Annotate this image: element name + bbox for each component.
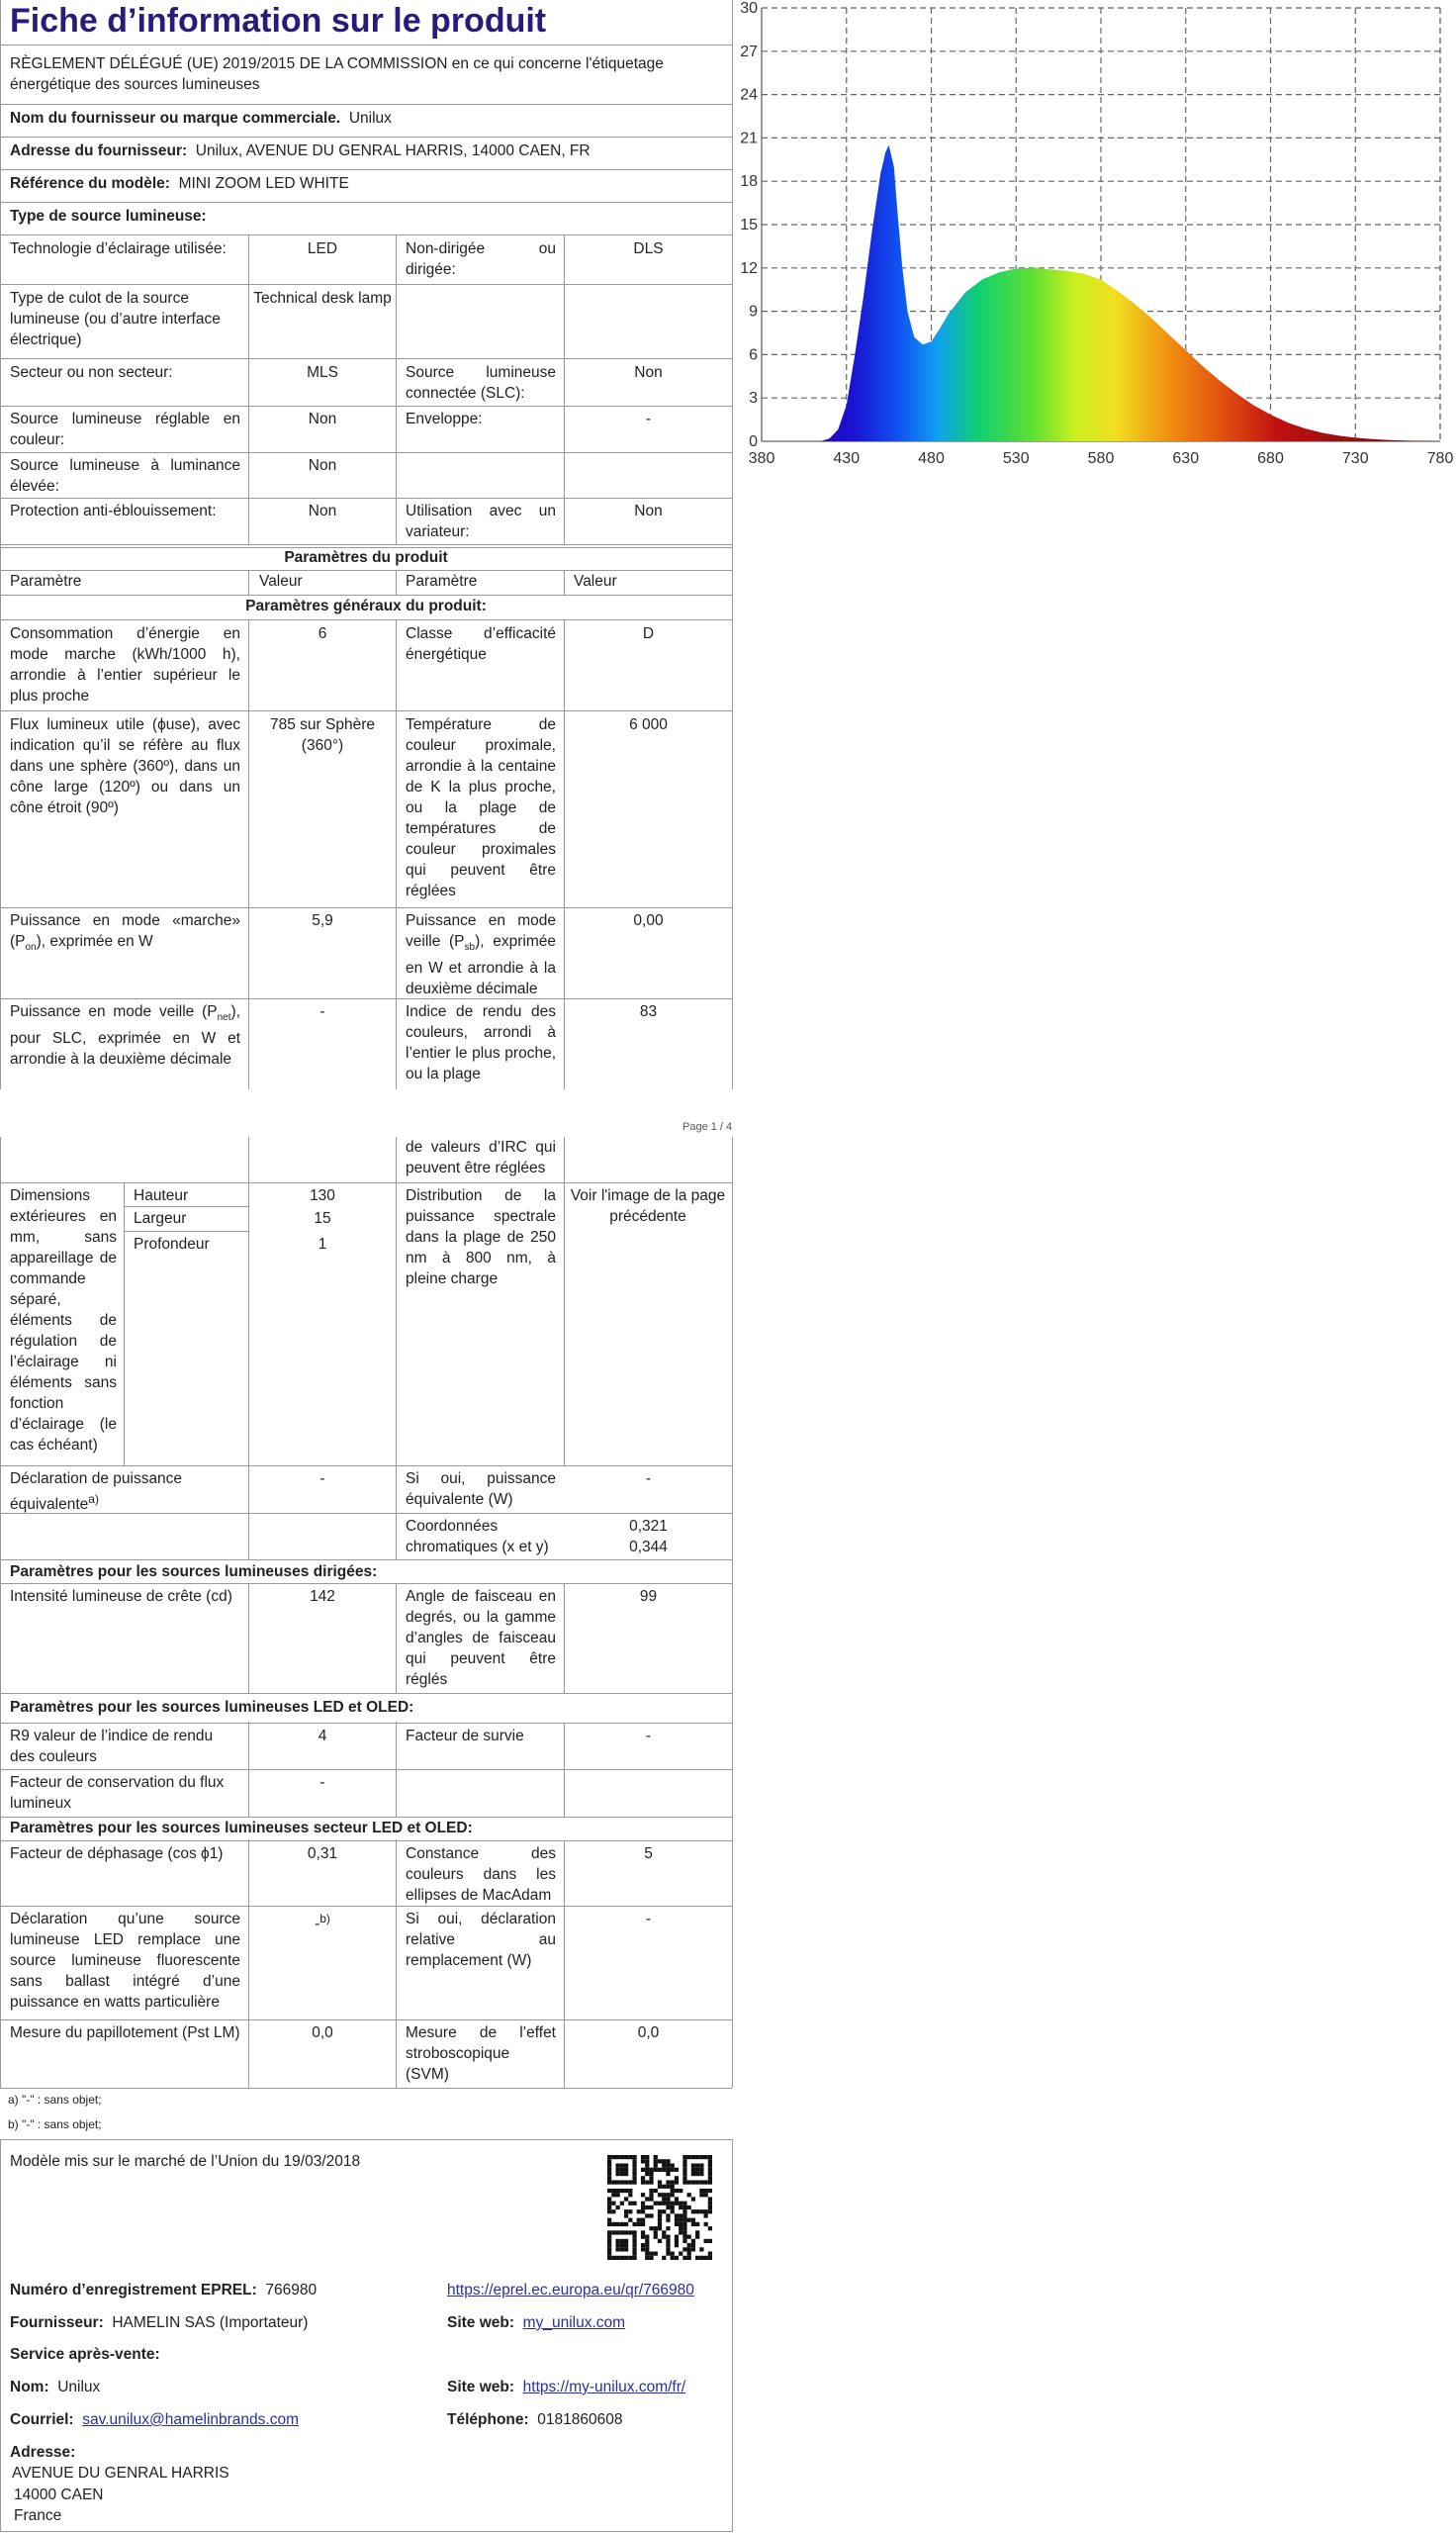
type-heading: Type de source lumineuse:	[10, 208, 207, 225]
beam-angle-label: Angle de faisceau en degrés, ou la gamme d’angles de faisceau qui peuvent être réglés	[406, 1588, 556, 1688]
efficiency-class-value: D	[642, 625, 655, 642]
website-link[interactable]: my_unilux.com	[522, 2314, 626, 2331]
type-colour-label: Source lumineuse réglable en couleur:	[10, 411, 240, 448]
net-standby-label: Puissance en mode veille $(P_{net})$, pour SLC, exprimée en W et arrondie à la deuxième décimale	[10, 1003, 240, 1069]
equiv-value: -	[319, 1470, 325, 1487]
y-tick-label: 30	[740, 0, 758, 17]
replace-footnote-mark: b)	[319, 1912, 330, 1925]
website-row	[447, 2312, 625, 2333]
supplier-label: Nom du fournisseur ou marque commerciale.	[10, 110, 341, 127]
params-heading: Paramètres du produit	[284, 549, 448, 566]
survival-label: Facteur de survie	[406, 1728, 524, 1744]
maintenance-value: -	[319, 1774, 325, 1791]
width-label: Largeur	[134, 1210, 187, 1227]
height-value: 130	[310, 1187, 335, 1204]
mains-led-heading: Paramètres pour les sources lumineuses secteur LED et OLED:	[10, 1820, 473, 1836]
type-cap-value: Technical desk lamp	[253, 290, 392, 307]
y-tick-label: 24	[740, 86, 758, 104]
spectrum-chart-svg	[732, 0, 1456, 475]
service-name-value: Unilux	[57, 2379, 101, 2395]
type-mains-label: Secteur ou non secteur:	[10, 364, 173, 381]
qr-code[interactable]	[607, 2155, 712, 2260]
after-sales-heading: Service après-vente:	[10, 2346, 160, 2363]
type-clc-value: Non	[634, 364, 663, 381]
address-line-3: France	[14, 2507, 62, 2524]
type-dimmer-value: Non	[634, 503, 663, 519]
equiv-w-value: -	[645, 1470, 652, 1487]
col-value-1: Valeur	[259, 573, 303, 590]
maintenance-label: Facteur de conservation du flux lumineux	[10, 1774, 225, 1812]
depth-value: 1	[318, 1236, 327, 1253]
spd-value: Voir l'image de la page précédente	[570, 1187, 726, 1225]
cri-label-cont: de valeurs d’IRC qui peuvent être réglées	[406, 1139, 556, 1176]
replace-label: Déclaration qu’une source lumineuse LED remplace une source lumineuse fluorescente sans ballast intégré d’une puissance en watts particulière	[10, 1911, 240, 2011]
macadam-label: Constance des couleurs dans les ellipses de MacAdam	[406, 1845, 556, 1904]
footnote-a: a) "-" : sans objet;	[8, 2093, 102, 2107]
flicker-value: 0,0	[312, 2024, 333, 2041]
type-luminance-value: Non	[308, 457, 337, 474]
x-axis-labels	[749, 450, 1454, 467]
cri-label: Indice de rendu des couleurs, arrondi à l’entier le plus proche, ou la plage	[406, 1003, 556, 1082]
type-luminance-label: Source lumineuse à luminance élevée:	[10, 457, 240, 495]
standby-power-label: Puissance en mode veille $(P_{sb})$, exprimée en W et arrondie à la deuxième décimale	[406, 912, 556, 998]
y-tick-label: 9	[749, 303, 758, 321]
spd-label: Distribution de la puissance spectrale dans la plage de 250 nm à 800 nm, à pleine charge	[406, 1187, 556, 1287]
type-glare-value: Non	[308, 503, 337, 519]
depth-label: Profondeur	[134, 1236, 210, 1253]
flux-label: Flux lumineux utile (ϕuse), avec indication qu’il se réfère au flux dans une sphère (360º), dans un cône large (120º) ou dans un cône étroit (90º)	[10, 716, 240, 816]
type-dimmer-label: Utilisation avec un variateur:	[406, 503, 556, 540]
eprel-row	[10, 2280, 317, 2300]
x-tick-label: 530	[1002, 450, 1030, 467]
equiv-w-label: Si oui, puissance équivalente (W)	[406, 1470, 556, 1508]
height-label: Hauteur	[134, 1187, 189, 1204]
type-mains-value: MLS	[307, 364, 338, 381]
y-tick-label: 6	[749, 346, 758, 364]
x-tick-label: 430	[833, 450, 861, 467]
address-label: Adresse du fournisseur:	[10, 142, 188, 159]
website-label: Site web:	[447, 2314, 515, 2331]
service-website-row	[447, 2377, 685, 2397]
footnote-b: b) "-" : sans objet;	[8, 2117, 102, 2131]
width-value: 15	[314, 1210, 331, 1227]
service-website-link[interactable]: https://my-unilux.com/fr/	[522, 2379, 686, 2395]
col-param-2: Paramètre	[406, 573, 478, 590]
type-clc-label: Source lumineuse connectée (SLC):	[406, 364, 556, 402]
footer-supplier-row	[10, 2312, 308, 2333]
cct-value: 6 000	[629, 716, 668, 733]
footer-supplier-label: Fournisseur:	[10, 2314, 104, 2331]
supplier-row	[10, 108, 392, 129]
peak-intensity-value: 142	[310, 1588, 335, 1605]
x-tick-label: 730	[1341, 450, 1369, 467]
address-line-1: AVENUE DU GENRAL HARRIS	[12, 2465, 229, 2482]
chroma-x: 0,321	[629, 1518, 668, 1535]
y-tick-label: 21	[740, 130, 758, 147]
flicker-label: Mesure du papillotement (Pst LM)	[10, 2024, 240, 2041]
type-colour-value: Non	[308, 411, 337, 427]
eprel-value: 766980	[265, 2282, 318, 2298]
stroboscopic-value: 0,0	[637, 2024, 660, 2041]
email-link[interactable]: sav.unilux@hamelinbrands.com	[82, 2411, 299, 2428]
type-envelope-value: -	[645, 411, 652, 427]
address-heading: Adresse:	[10, 2444, 76, 2461]
phone-label: Téléphone:	[447, 2411, 529, 2428]
consumption-label: Consommation d’énergie en mode marche (kWh/1000 h), arrondie à l’entier supérieur le plus proche	[10, 625, 240, 704]
efficiency-class-label: Classe d’efficacité énergétique	[406, 625, 556, 663]
macadam-value: 5	[644, 1845, 653, 1862]
service-name-label: Nom:	[10, 2379, 49, 2395]
eprel-label: Numéro d’enregistrement EPREL:	[10, 2282, 257, 2298]
email-row	[10, 2409, 299, 2430]
y-tick-label: 15	[740, 217, 758, 234]
address-line-2: 14000 CAEN	[14, 2486, 104, 2503]
spectrum-chart	[732, 0, 1456, 475]
equiv-footnote-mark: a)	[88, 1492, 99, 1506]
chroma-y: 0,344	[629, 1539, 668, 1555]
y-tick-label: 3	[749, 390, 758, 408]
peak-intensity-label: Intensité lumineuse de crête (cd)	[10, 1588, 232, 1605]
y-tick-label: 18	[740, 173, 758, 191]
replace-value-text: -	[315, 1916, 320, 1933]
standby-power-value: 0,00	[633, 912, 664, 929]
email-label: Courriel:	[10, 2411, 74, 2428]
y-tick-label: 0	[749, 433, 758, 450]
y-tick-label: 27	[740, 43, 758, 60]
cct-label: Température de couleur proximale, arrondie à la centaine de K la plus proche, ou la plage de températures de couleur proximales qui peuvent être réglées	[406, 716, 556, 899]
flux-value: 785 sur Sphère (360°)	[270, 716, 375, 754]
qr-code-graphic	[607, 2155, 712, 2260]
footer-supplier-value: HAMELIN SAS (Importateur)	[112, 2314, 309, 2331]
x-tick-label: 380	[748, 450, 775, 467]
page-title: Fiche d’information sur le produit	[10, 2, 547, 40]
on-power-label: Puissance en mode «marche» $(P_{on})$, exprimée en W	[10, 912, 240, 954]
replace-w-value: -	[645, 1911, 652, 1927]
replace-w-label: Si oui, déclaration relative au remplacement (W)	[406, 1911, 556, 1969]
col-value-2: Valeur	[574, 573, 617, 590]
type-tech-value: LED	[307, 240, 338, 257]
x-tick-label: 480	[918, 450, 945, 467]
consumption-value: 6	[318, 625, 327, 642]
type-glare-label: Protection anti-éblouissement:	[10, 503, 217, 519]
on-power-value: 5,9	[312, 912, 333, 929]
phase-label: Facteur de déphasage (cos ϕ1)	[10, 1845, 224, 1862]
y-axis-labels	[740, 0, 758, 450]
r9-value: 4	[318, 1728, 327, 1744]
x-tick-label: 780	[1426, 450, 1454, 467]
replace-value	[249, 1909, 396, 1934]
general-params-heading: Paramètres généraux du produit:	[245, 598, 487, 614]
equiv-label	[10, 1468, 240, 1515]
survival-value: -	[645, 1728, 652, 1744]
led-heading: Paramètres pour les sources lumineuses LED et OLED:	[10, 1699, 414, 1716]
r9-label: R9 valeur de l’indice de rendu des couleurs	[10, 1728, 214, 1765]
market-date: Modèle mis sur le marché de l’Union du 19/03/2018	[10, 2153, 361, 2170]
service-website-label: Site web:	[447, 2379, 515, 2395]
phone-row	[447, 2409, 623, 2430]
stroboscopic-label: Mesure de l’effet stroboscopique (SVM)	[406, 2024, 556, 2083]
type-directed-label: Non-dirigée ou dirigée:	[406, 240, 556, 278]
col-param-1: Paramètre	[10, 573, 82, 590]
directed-heading: Paramètres pour les sources lumineuses dirigées:	[10, 1563, 378, 1580]
type-directed-value: DLS	[633, 240, 664, 257]
type-tech-label: Technologie d’éclairage utilisée:	[10, 240, 227, 257]
address-row	[10, 141, 591, 161]
service-name-row	[10, 2377, 100, 2397]
x-tick-label: 580	[1087, 450, 1115, 467]
dimensions-label: Dimensions extérieures en mm, sans appareillage de commande séparé, éléments de régulation de l’éclairage ni éléments sans fonction d’éclairage (le cas échéant)	[10, 1187, 117, 1454]
net-standby-value: -	[319, 1003, 325, 1020]
model-value: MINI ZOOM LED WHITE	[178, 175, 349, 192]
type-envelope-label: Enveloppe:	[406, 411, 483, 427]
x-tick-label: 630	[1172, 450, 1200, 467]
beam-angle-value: 99	[639, 1588, 658, 1605]
chroma-label: Coordonnées chromatiques (x et y)	[406, 1518, 549, 1555]
x-tick-label: 680	[1257, 450, 1284, 467]
eprel-link[interactable]: https://eprel.ec.europa.eu/qr/766980	[447, 2282, 694, 2298]
model-label: Référence du modèle:	[10, 175, 170, 192]
type-cap-label: Type de culot de la source lumineuse (ou d’autre interface électrique)	[10, 290, 221, 348]
equiv-label-text: Déclaration de puissance équivalente	[10, 1470, 183, 1514]
page-number: Page 1 / 4	[682, 1121, 733, 1133]
supplier-value: Unilux	[348, 110, 392, 127]
cri-value: 83	[639, 1003, 658, 1020]
y-tick-label: 12	[740, 259, 758, 277]
model-row	[10, 173, 349, 194]
phone-value: 0181860608	[537, 2411, 623, 2428]
phase-value: 0,31	[307, 1845, 338, 1862]
address-value: Unilux, AVENUE DU GENRAL HARRIS, 14000 CAEN, FR	[195, 142, 591, 159]
regulation-text: RÈGLEMENT DÉLÉGUÉ (UE) 2019/2015 DE LA COMMISSION en ce qui concerne l'étiquetage énergétique des sources lumineuses	[10, 55, 664, 93]
